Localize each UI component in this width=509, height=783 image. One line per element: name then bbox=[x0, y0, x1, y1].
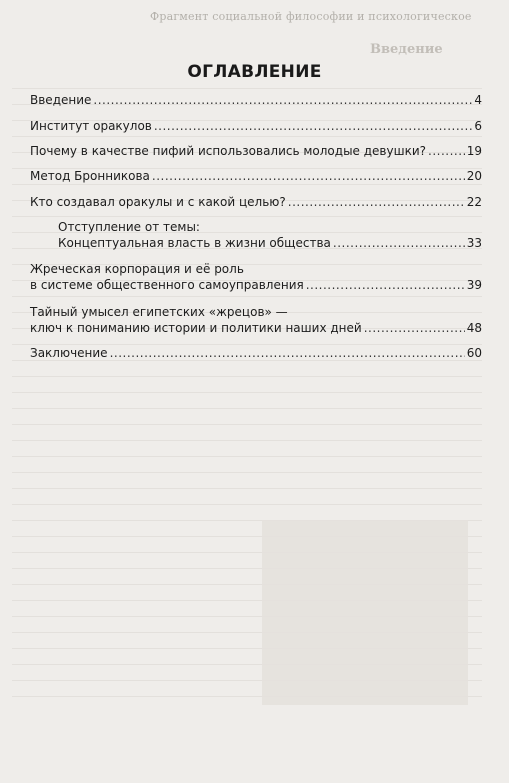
toc-page-number: 22 bbox=[466, 195, 482, 209]
toc-title: ОГЛАВЛЕНИЕ bbox=[187, 62, 322, 82]
toc-entry-label: Метод Бронникова bbox=[30, 169, 150, 183]
toc-entry-label: Заключение bbox=[30, 346, 108, 360]
bleed-through-title: Введение bbox=[370, 42, 443, 57]
leader-dots bbox=[364, 321, 465, 336]
toc-entry-conclusion[interactable] bbox=[30, 346, 482, 361]
toc-entry-bronnikov-method[interactable] bbox=[30, 169, 482, 184]
leader-dots bbox=[288, 195, 465, 210]
toc-entry-priestly-line1: Жреческая корпорация и её роль bbox=[30, 262, 244, 276]
toc-entry-secret-intent[interactable] bbox=[30, 321, 482, 336]
toc-page-number: 48 bbox=[466, 321, 482, 335]
toc-page-number: 19 bbox=[466, 144, 482, 158]
toc-entry-secret-intent-line1: Тайный умысел египетских «жрецов» — bbox=[30, 305, 288, 319]
toc-entry-conceptual-power[interactable] bbox=[58, 236, 482, 251]
leader-dots bbox=[428, 144, 465, 159]
toc-entry-label: Почему в качестве пифий использовались молодые девушки? bbox=[30, 144, 426, 158]
bleed-through-header: Фрагмент социальной философии и психологическое bbox=[150, 10, 472, 23]
leader-dots bbox=[154, 119, 473, 134]
toc-entry-who-created[interactable] bbox=[30, 195, 482, 210]
toc-page-number: 39 bbox=[466, 278, 482, 292]
toc-entry-label: Институт оракулов bbox=[30, 119, 152, 133]
toc-entry-label: Концептуальная власть в жизни общества bbox=[58, 236, 331, 250]
toc-page-number: 20 bbox=[466, 169, 482, 183]
leader-dots bbox=[93, 93, 472, 108]
bleed-through-photo bbox=[262, 520, 468, 705]
toc-entry-introduction[interactable] bbox=[30, 93, 482, 108]
toc-entry-label: в системе общественного самоуправления bbox=[30, 278, 304, 292]
toc-page-number: 60 bbox=[466, 346, 482, 360]
leader-dots bbox=[306, 278, 465, 293]
leader-dots bbox=[152, 169, 465, 184]
toc-entry-label: Введение bbox=[30, 93, 92, 107]
toc-page-number: 6 bbox=[474, 119, 482, 133]
toc-entry-oracles[interactable] bbox=[30, 119, 482, 134]
leader-dots bbox=[333, 236, 465, 251]
toc-entry-pythias[interactable] bbox=[30, 144, 482, 159]
toc-entry-digression-line1: Отступление от темы: bbox=[58, 220, 200, 234]
toc-entry-label: ключ к пониманию истории и политики наших дней bbox=[30, 321, 362, 335]
toc-entry-label: Кто создавал оракулы и с какой целью? bbox=[30, 195, 286, 209]
toc-entry-priestly-corporation[interactable] bbox=[30, 278, 482, 293]
leader-dots bbox=[110, 346, 465, 361]
toc-page-number: 4 bbox=[474, 93, 482, 107]
toc-page-number: 33 bbox=[466, 236, 482, 250]
